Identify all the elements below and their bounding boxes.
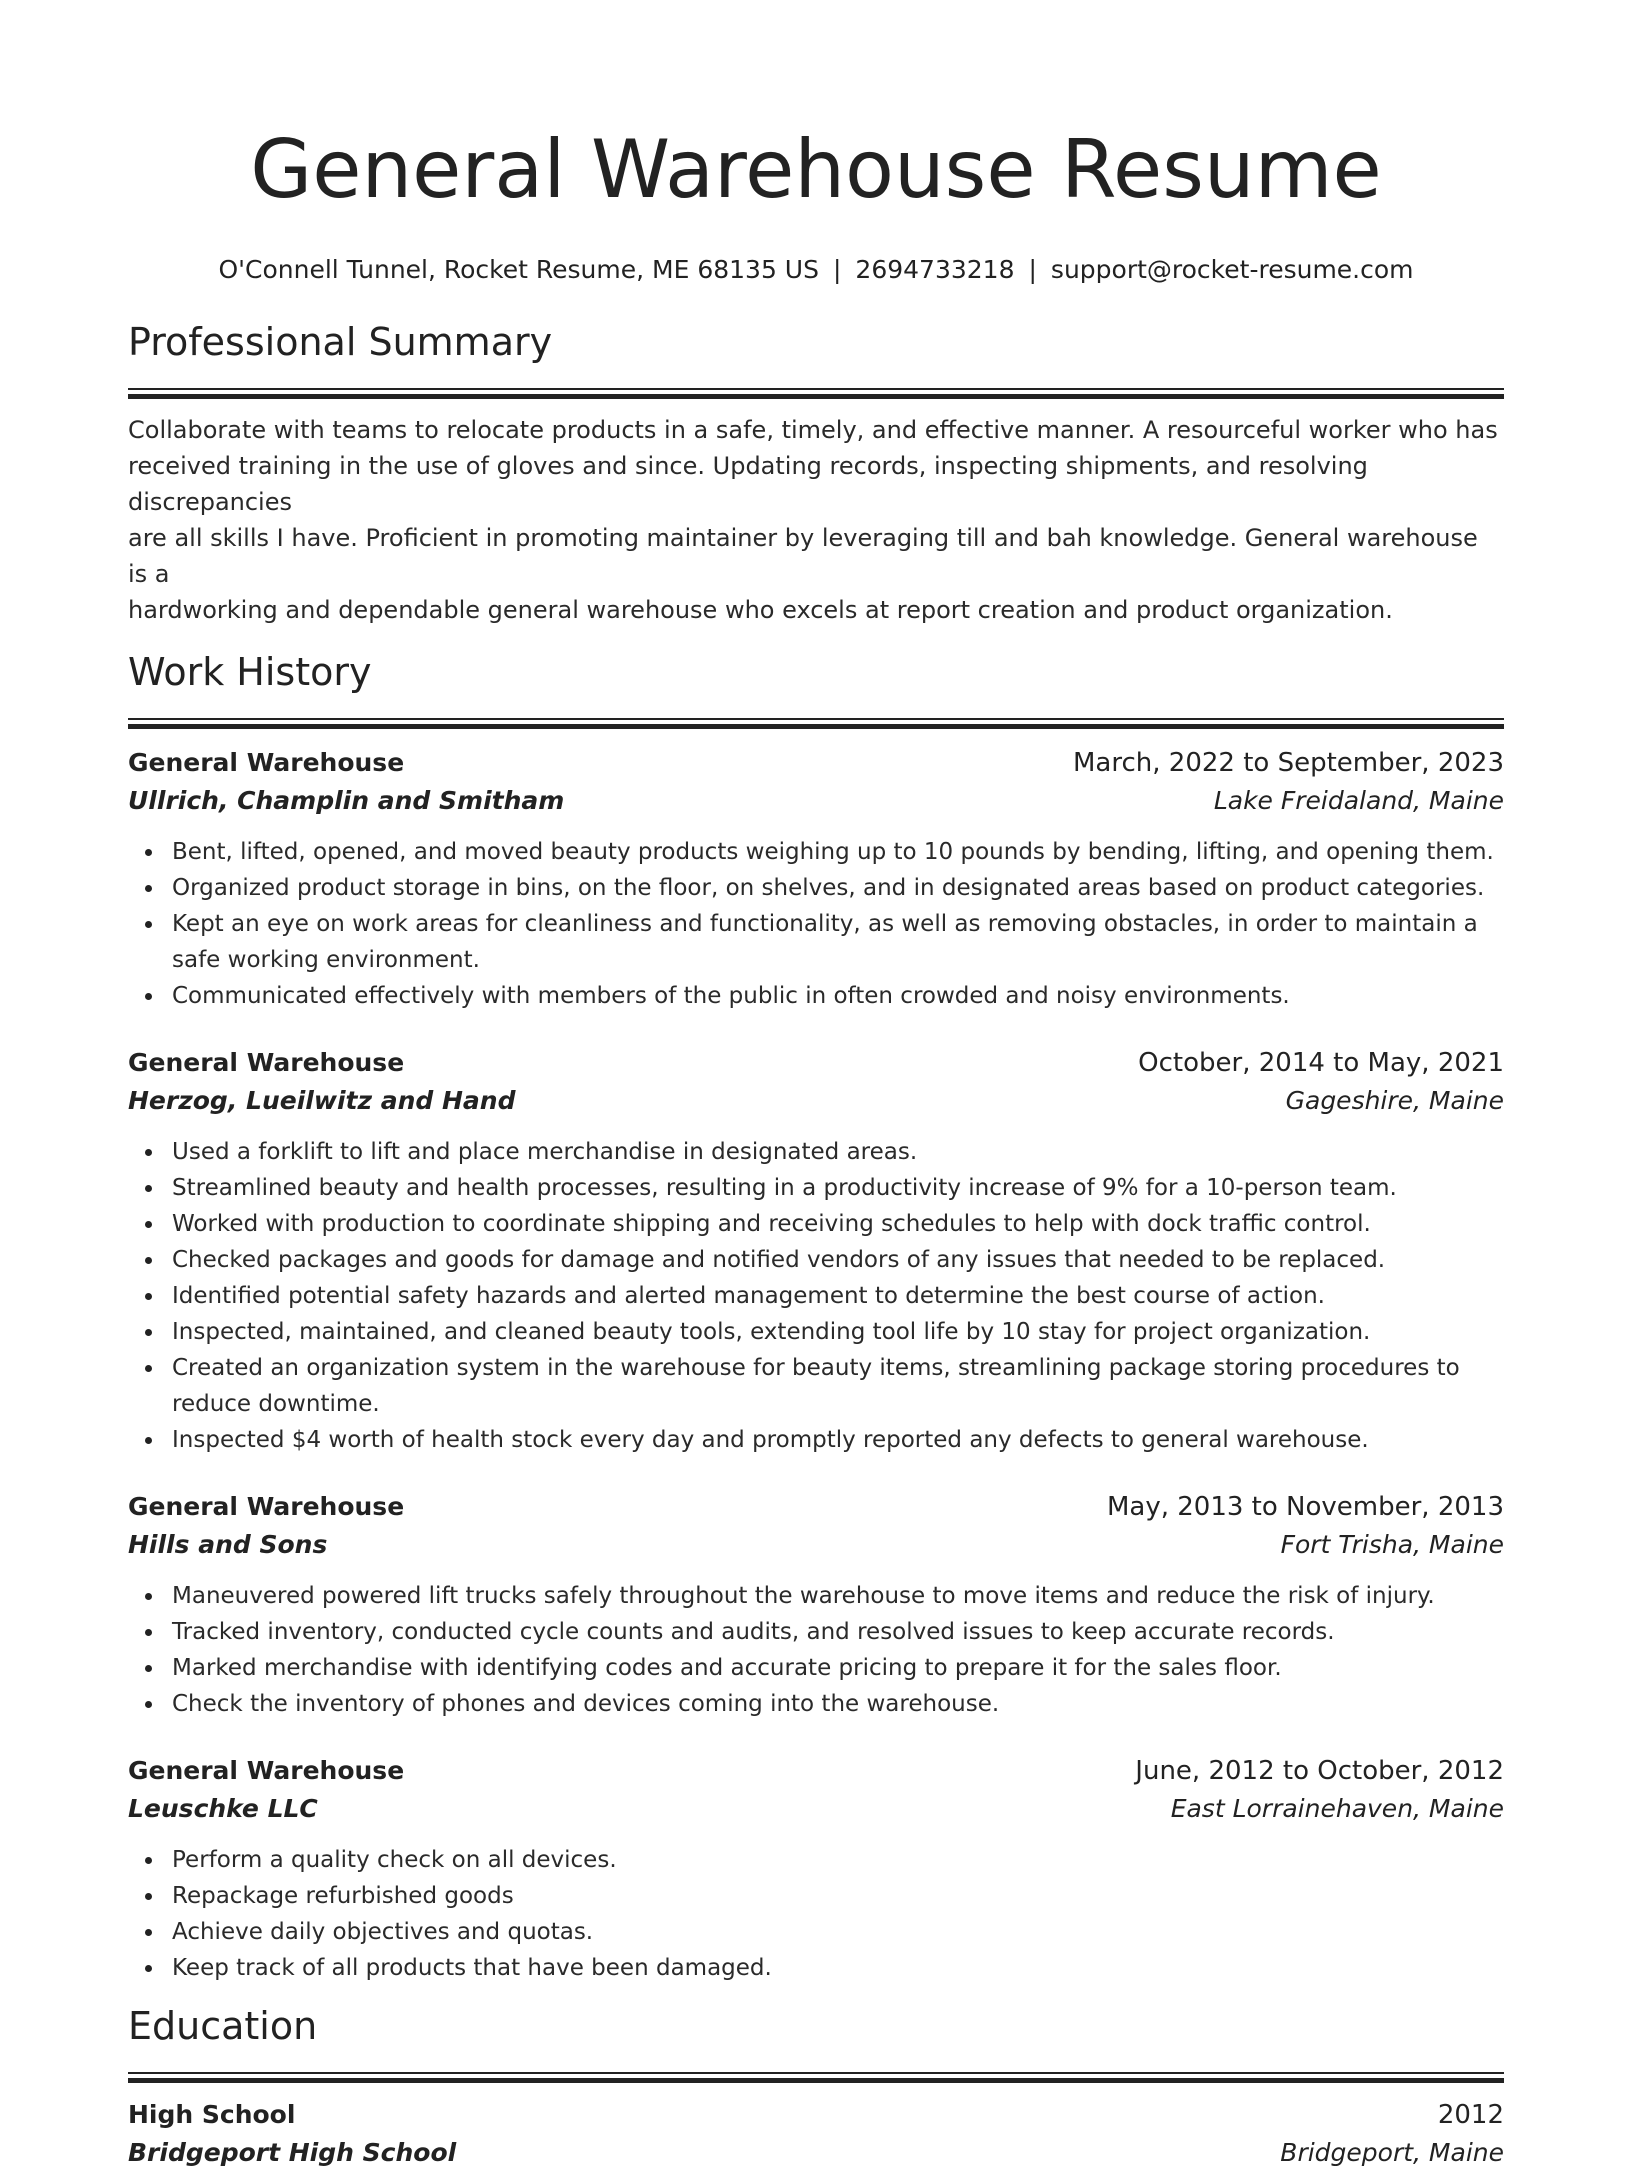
contact-email: support@rocket-resume.com [1050, 255, 1414, 284]
summary-section [128, 316, 1504, 628]
education-location: Bridgeport, Maine [1280, 2138, 1504, 2167]
duty-item: Inspected, maintained, and cleaned beauty tools, extending tool life by 10 stay for project organization. [172, 1314, 1504, 1350]
summary-heading: Professional Summary [128, 320, 553, 364]
job-dates: October, 2014 to May, 2021 [1138, 1048, 1504, 1078]
education-entry [128, 2096, 1504, 2172]
job-dates: March, 2022 to September, 2023 [1073, 748, 1504, 778]
duty-item: Checked packages and goods for damage and notified vendors of any issues that needed to be replaced. [172, 1242, 1504, 1278]
job-company: Leuschke LLC [128, 1794, 318, 1823]
duty-item: Repackage refurbished goods [172, 1878, 1504, 1914]
duty-item: Maneuvered powered lift trucks safely throughout the warehouse to move items and reduce the risk of injury. [172, 1578, 1504, 1614]
job-company: Ullrich, Champlin and Smitham [128, 786, 565, 815]
education-section [128, 2000, 1504, 2172]
duty-item: Streamlined beauty and health processes, resulting in a productivity increase of 9% for a 10-person team. [172, 1170, 1504, 1206]
work-history-heading: Work History [128, 650, 372, 694]
job-title: General Warehouse [128, 1492, 405, 1521]
duty-item: Communicated effectively with members of the public in often crowded and noisy environments. [172, 978, 1504, 1014]
job-location: East Lorrainehaven, Maine [1170, 1794, 1504, 1823]
job-duties [128, 1842, 1504, 1986]
job-location: Lake Freidaland, Maine [1213, 786, 1504, 815]
contact-separator: | [832, 255, 842, 284]
duty-item: Marked merchandise with identifying codes and accurate pricing to prepare it for the sales floor. [172, 1650, 1504, 1686]
section-divider [128, 718, 1504, 728]
job-location: Gageshire, Maine [1285, 1086, 1504, 1115]
job-dates: May, 2013 to November, 2013 [1106, 1492, 1504, 1522]
job-entry [128, 1488, 1504, 1722]
job-title: General Warehouse [128, 748, 405, 777]
job-title: General Warehouse [128, 1756, 405, 1785]
education-year: 2012 [1437, 2100, 1504, 2130]
duty-item: Organized product storage in bins, on the floor, on shelves, and in designated areas based on product categories. [172, 870, 1504, 906]
job-company: Hills and Sons [128, 1530, 328, 1559]
duty-item: Perform a quality check on all devices. [172, 1842, 1504, 1878]
job-entry [128, 1752, 1504, 1986]
duty-item: Tracked inventory, conducted cycle counts and audits, and resolved issues to keep accurate records. [172, 1614, 1504, 1650]
duty-item: Bent, lifted, opened, and moved beauty products weighing up to 10 pounds by bending, lifting, and opening them. [172, 834, 1504, 870]
duty-item: Worked with production to coordinate shipping and receiving schedules to help with dock traffic control. [172, 1206, 1504, 1242]
job-title: General Warehouse [128, 1048, 405, 1077]
duty-item: Identified potential safety hazards and alerted management to determine the best course of action. [172, 1278, 1504, 1314]
work-history-section [128, 646, 1504, 1986]
contact-phone: 2694733218 [855, 255, 1015, 284]
job-dates: June, 2012 to October, 2012 [1135, 1756, 1504, 1786]
section-divider [128, 388, 1504, 398]
job-entry [128, 1044, 1504, 1458]
duty-item: Kept an eye on work areas for cleanliness and functionality, as well as removing obstacles, in order to maintain a safe working environment. [172, 906, 1504, 978]
summary-text: Collaborate with teams to relocate products in a safe, timely, and effective manner. A resourceful worker who has received training in the use of gloves and since. Updating records, inspecting shipments, and resolving discrepancies are all skills I have. Proficient in promoting maintainer by leveraging till and bah knowledge. General warehouse is a hardworking and dependable general warehouse who excels at report creation and product organization. [128, 416, 1498, 624]
job-duties [128, 834, 1504, 1014]
job-company: Herzog, Lueilwitz and Hand [128, 1086, 516, 1115]
duty-item: Keep track of all products that have been damaged. [172, 1950, 1504, 1986]
duty-item: Inspected $4 worth of health stock every day and promptly reported any defects to general warehouse. [172, 1422, 1504, 1458]
resume-page [128, 0, 1504, 2172]
duty-item: Created an organization system in the warehouse for beauty items, streamlining package storing procedures to reduce downtime. [172, 1350, 1504, 1422]
education-school: Bridgeport High School [128, 2138, 457, 2167]
education-degree: High School [128, 2100, 296, 2129]
duty-item: Used a forklift to lift and place merchandise in designated areas. [172, 1134, 1504, 1170]
contact-line [128, 252, 1504, 288]
job-entry [128, 744, 1504, 1014]
duty-item: Achieve daily objectives and quotas. [172, 1914, 1504, 1950]
duty-item: Check the inventory of phones and devices coming into the warehouse. [172, 1686, 1504, 1722]
job-location: Fort Trisha, Maine [1280, 1530, 1504, 1559]
contact-separator: | [1028, 255, 1037, 284]
job-duties [128, 1134, 1504, 1458]
job-duties [128, 1578, 1504, 1722]
education-heading: Education [128, 2004, 318, 2048]
section-divider [128, 2072, 1504, 2082]
contact-address: O'Connell Tunnel, Rocket Resume, ME 68135 US [218, 255, 819, 284]
resume-title: General Warehouse Resume [250, 123, 1382, 216]
